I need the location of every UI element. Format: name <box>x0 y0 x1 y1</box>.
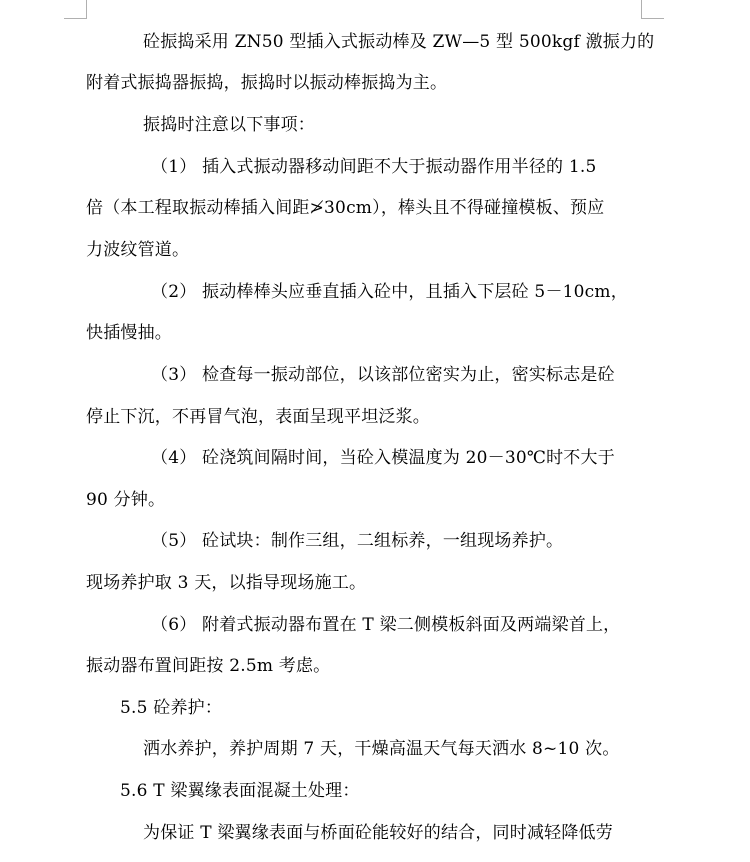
section-heading-5-6: 5.6 T 梁翼缘表面混凝土处理： <box>120 781 360 801</box>
top-left-corner-mark <box>64 0 87 19</box>
paragraph-line-18: 洒水养护，养护周期 7 天，干燥高温天气每天洒水 8~10 次。 <box>143 739 620 759</box>
paragraph-line-4: （1） 插入式振动器移动间距不大于振动器作用半径的 1.5 <box>151 157 597 177</box>
section-heading-5-5: 5.5 砼养护： <box>120 698 223 718</box>
paragraph-line-8: 快插慢抽。 <box>86 323 172 343</box>
paragraph-line-2: 附着式振捣器振捣，振捣时以振动棒振捣为主。 <box>86 73 448 93</box>
paragraph-line-5: 倍（本工程取振动棒插入间距≯30cm），棒头且不得碰撞模板、预应 <box>86 198 605 218</box>
paragraph-line-11: （4） 砼浇筑间隔时间，当砼入模温度为 20－30℃时不大于 <box>151 448 615 468</box>
paragraph-line-10: 停止下沉，不再冒气泡，表面呈现平坦泛浆。 <box>86 407 430 427</box>
paragraph-line-1: 砼振捣采用 ZN50 型插入式振动棒及 ZW—5 型 500kgf 激振力的 <box>143 32 655 52</box>
paragraph-line-13: （5） 砼试块：制作三组，二组标养，一组现场养护。 <box>151 531 564 551</box>
paragraph-line-9: （3） 检查每一振动部位，以该部位密实为止，密实标志是砼 <box>151 365 615 385</box>
paragraph-line-7: （2） 振动棒棒头应垂直插入砼中，且插入下层砼 5－10cm， <box>151 282 628 302</box>
paragraph-line-20: 为保证 T 梁翼缘表面与桥面砼能较好的结合，同时减轻降低劳 <box>143 823 613 843</box>
paragraph-line-14: 现场养护取 3 天，以指导现场施工。 <box>86 573 367 593</box>
paragraph-line-16: 振动器布置间距按 2.5m 考虑。 <box>86 656 331 676</box>
paragraph-line-6: 力波纹管道。 <box>86 240 190 260</box>
paragraph-line-15: （6） 附着式振动器布置在 T 梁二侧模板斜面及两端梁首上， <box>151 615 621 635</box>
paragraph-line-3: 振捣时注意以下事项： <box>143 115 315 135</box>
top-right-corner-mark <box>641 0 664 19</box>
paragraph-line-12: 90 分钟。 <box>86 490 166 510</box>
